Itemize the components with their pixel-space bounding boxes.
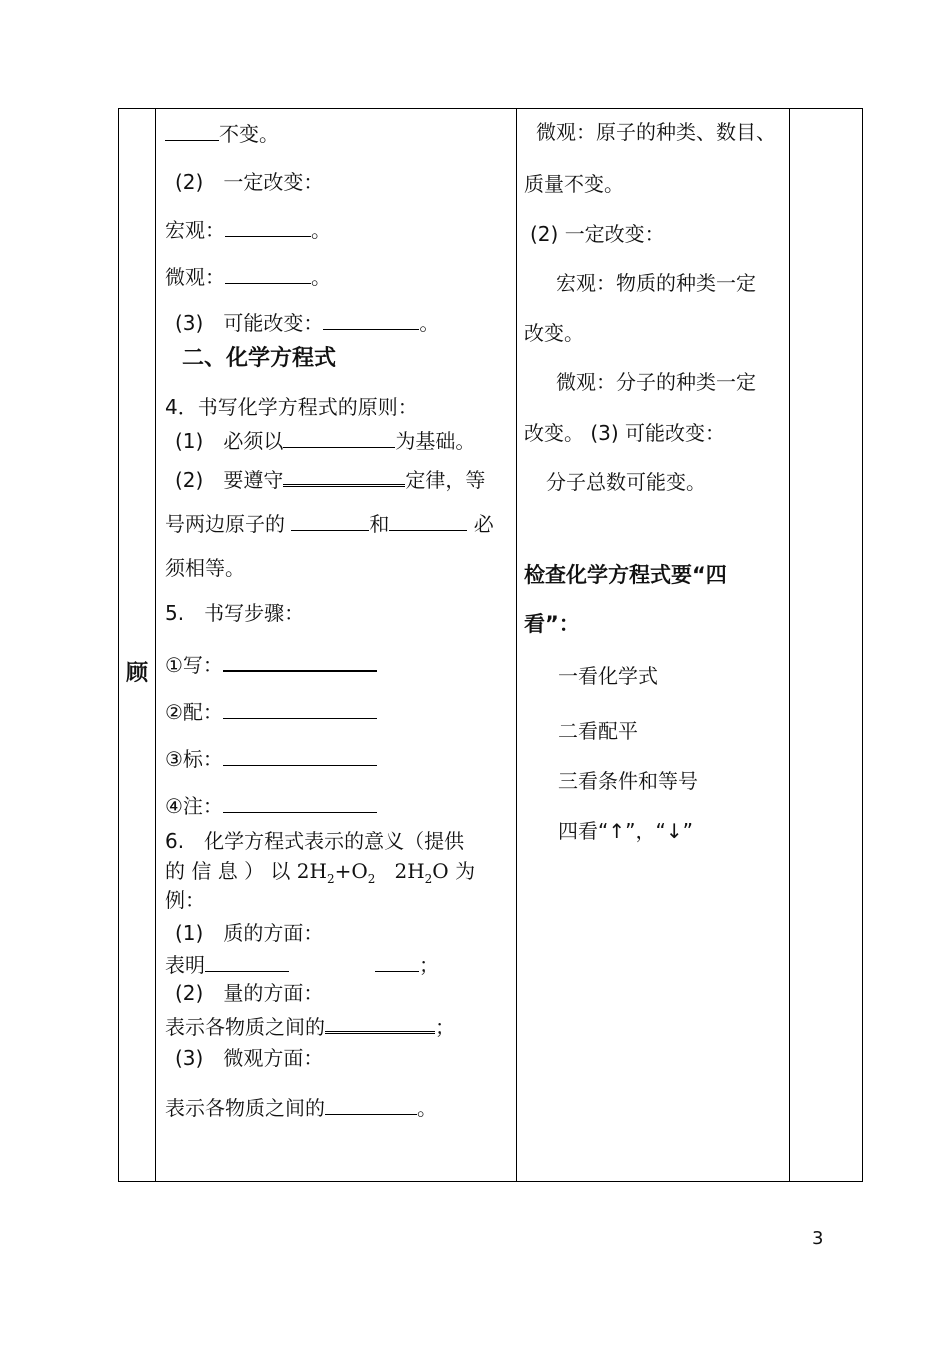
- line-micro: 微观： 。: [165, 265, 331, 289]
- step-write: ①写：: [165, 650, 377, 677]
- question-5: 5. 书写步骤：: [165, 601, 305, 625]
- column-divider: [516, 109, 517, 1181]
- question-6-equation: 的 信 息 ） 以 $2H_2+O_2$ $2H_2O$ 为: [165, 859, 476, 886]
- answer-micro-change: 微观：分子的种类一定: [556, 370, 756, 394]
- meaning-quantity-blank: 表示各物质之间的 ；: [165, 1011, 455, 1039]
- rule-2-cont: 号两边原子的 和 必: [165, 512, 494, 536]
- answer-macro-change-end: 改变。: [524, 321, 584, 345]
- answer-macro-change: 宏观：物质的种类一定: [556, 271, 756, 295]
- step-mark: ③标：: [165, 745, 377, 771]
- check-item-4: 四看“↑”，“↓”: [558, 819, 693, 843]
- line-macro: 宏观： 。: [165, 218, 331, 242]
- line-unchanged: 不变。: [165, 120, 279, 146]
- column-divider: [789, 109, 790, 1181]
- answer-micro-unchanged: 微观：原子的种类、数目、: [536, 120, 776, 144]
- line-may-change: (3) 可能改变： 。: [175, 311, 440, 335]
- question-6: 6. 化学方程式表示的意义（提供: [165, 829, 465, 853]
- page-number: 3: [812, 1228, 824, 1249]
- meaning-micro: (3) 微观方面：: [175, 1046, 324, 1070]
- answer-must-change: (2) 一定改变：: [530, 222, 665, 246]
- step-note: ④注：: [165, 792, 377, 818]
- chemical-equation: $2H_2+O_2$ $2H_2O$: [296, 859, 449, 886]
- answer-mass-unchanged: 质量不变。: [524, 172, 624, 196]
- column-divider: [155, 109, 156, 1181]
- rule-1: (1) 必须以 为基础。: [175, 429, 476, 453]
- meaning-quality: (1) 质的方面：: [175, 921, 324, 945]
- check-heading: 检查化学方程式要“四: [524, 563, 727, 587]
- check-item-3: 三看条件和等号: [558, 769, 698, 793]
- question-4: 4．书写化学方程式的原则：: [165, 395, 418, 419]
- check-item-2: 二看配平: [558, 719, 638, 743]
- check-heading-end: 看”：: [524, 612, 580, 636]
- rule-2-end: 须相等。: [165, 556, 245, 580]
- meaning-quality-blank: 表明 ；: [165, 953, 439, 977]
- question-6-end: 例：: [165, 888, 205, 912]
- line-must-change: (2) 一定改变：: [175, 170, 324, 194]
- answer-molecule-count: 分子总数可能变。: [546, 470, 706, 494]
- meaning-micro-blank: 表示各物质之间的 。: [165, 1096, 437, 1120]
- section-heading: 二、化学方程式: [182, 346, 337, 371]
- side-label: 顾: [126, 661, 149, 686]
- meaning-quantity: (2) 量的方面：: [175, 981, 324, 1005]
- answer-may-change: 改变。 (3) 可能改变：: [524, 421, 726, 445]
- rule-2: (2) 要遵守 定律，等: [175, 464, 485, 492]
- check-item-1: 一看化学式: [558, 664, 658, 688]
- step-balance: ②配：: [165, 698, 377, 724]
